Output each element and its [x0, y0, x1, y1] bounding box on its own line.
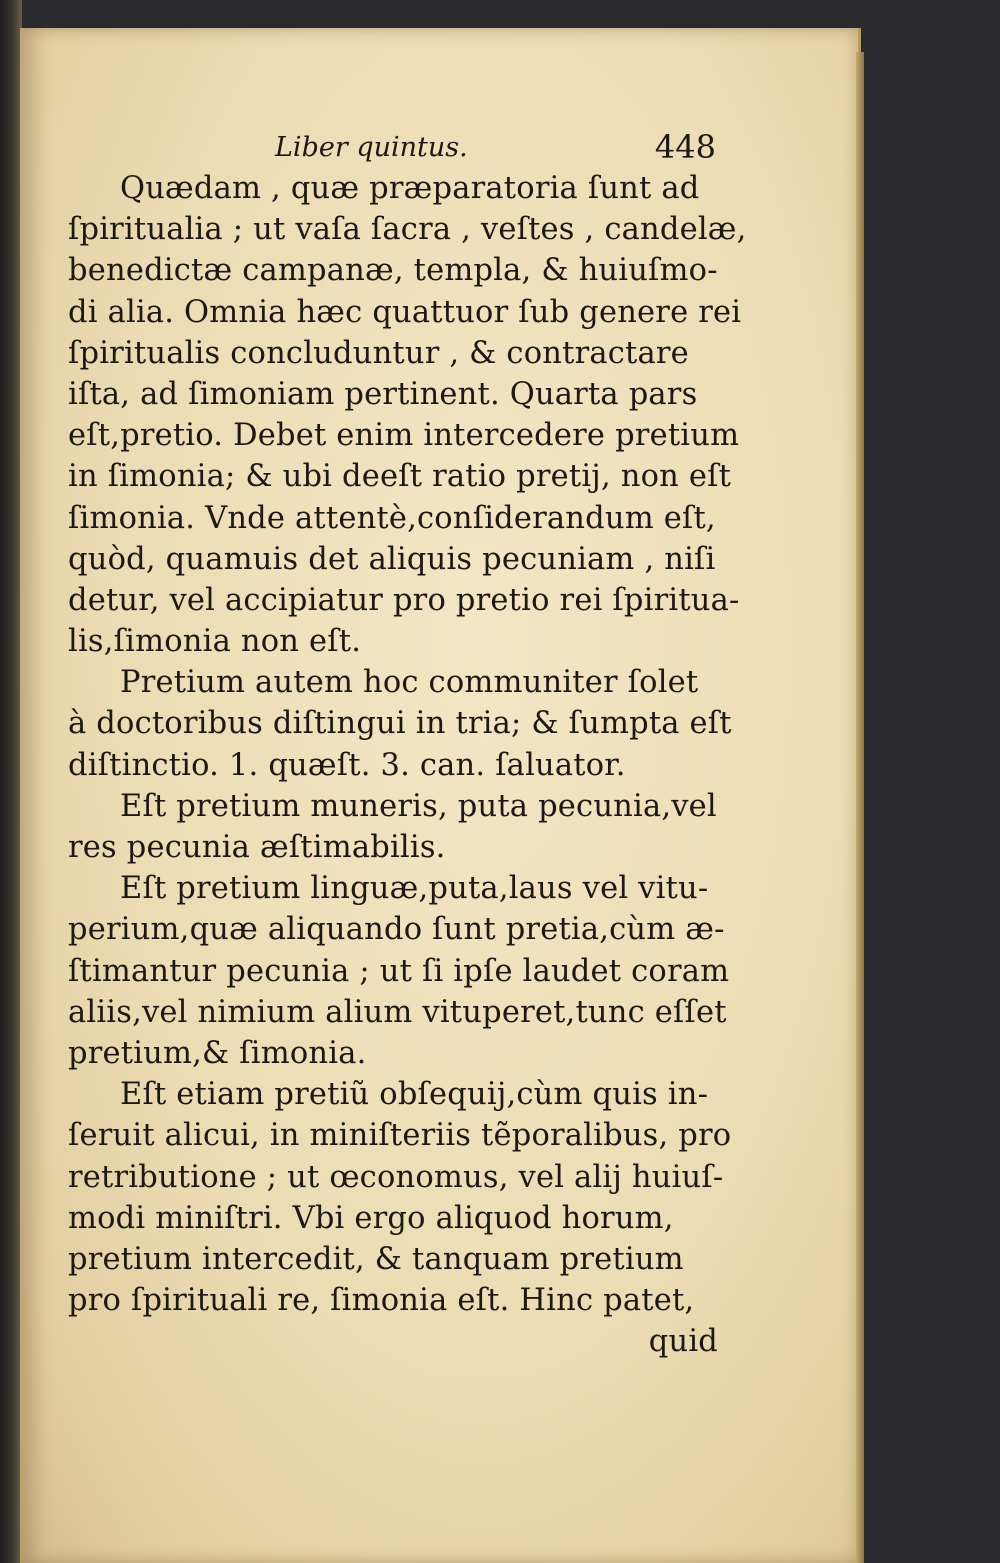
text-line: benedictæ campanæ, templa, & huiuſmo- [68, 253, 718, 289]
running-title: Liber quintus. [275, 132, 468, 163]
paragraph-4 [68, 868, 728, 1074]
text-line: di alia. Omnia hæc quattuor ſub genere rei [68, 294, 742, 330]
text-line: pretium intercedit, & tanquam pretium [68, 1241, 684, 1277]
page-text [68, 128, 747, 1362]
text-line: aliis,vel nimium alium vituperet,tunc eſſet [68, 994, 727, 1030]
catchword: quid [648, 1324, 718, 1360]
text-line: eſt,pretio. Debet enim intercedere pretium [68, 418, 740, 454]
text-line: pretium,& ſimonia. [68, 1035, 367, 1071]
text-line: perium,quæ aliquando ſunt pretia,cùm æ- [68, 912, 725, 948]
text-line: lis,ſimonia non eſt. [68, 624, 362, 660]
text-line: iſta, ad ſimoniam pertinent. Quarta pars [68, 376, 698, 412]
text-line: ſpiritualis concluduntur , & contractare [68, 335, 689, 371]
text-line: pro ſpirituali re, ſimonia eſt. Hinc patet, [68, 1283, 695, 1319]
text-line: ſimonia. Vnde attentè,conſiderandum eſt, [68, 500, 716, 536]
text-line: Eſt pretium linguæ,puta,laus vel vitu- [120, 871, 709, 907]
text-line: res pecunia æſtimabilis. [68, 830, 446, 865]
paragraph-5 [68, 1074, 732, 1321]
book-spine [0, 0, 22, 1563]
text-line: diſtinctio. 1. quæſt. 3. can. ſaluator. [68, 747, 626, 783]
text-line: detur, vel accipiatur pro pretio rei ſpiritua- [68, 582, 740, 618]
text-line: retributione ; ut œconomus, vel alij huiuſ- [68, 1159, 724, 1195]
text-line: à doctoribus diſtingui in tria; & ſumpta eſt [68, 706, 732, 742]
page-number: 448 [654, 128, 716, 166]
text-line: Quædam , quæ præparatoria ſunt ad [120, 171, 700, 206]
text-line: ſtimantur pecunia ; ut ſi ipſe laudet coram [68, 953, 730, 989]
paragraph-2 [68, 662, 732, 786]
paragraph-1 [68, 168, 747, 662]
text-line: in ſimonia; & ubi deeſt ratio pretij, non eſt [68, 459, 732, 495]
text-line: Eſt pretium muneris, puta pecunia,vel [120, 788, 717, 824]
text-line: Pretium autem hoc communiter ſolet [120, 665, 699, 701]
text-line: ſeruit alicui, in miniſteriis tẽporalibus, pro [68, 1118, 732, 1154]
book-page [20, 28, 861, 1563]
text-line: Eſt etiam pretiũ obſequij,cùm quis in- [120, 1077, 709, 1113]
page-edge [856, 52, 864, 1563]
page-header [68, 128, 728, 168]
text-line: quòd, quamuis det aliquis pecuniam , niſi [68, 541, 716, 577]
paragraph-3 [68, 786, 728, 868]
text-line: modi miniſtri. Vbi ergo aliquod horum, [68, 1200, 674, 1236]
text-line: ſpiritualia ; ut vaſa ſacra , veſtes , candelæ, [68, 212, 747, 248]
